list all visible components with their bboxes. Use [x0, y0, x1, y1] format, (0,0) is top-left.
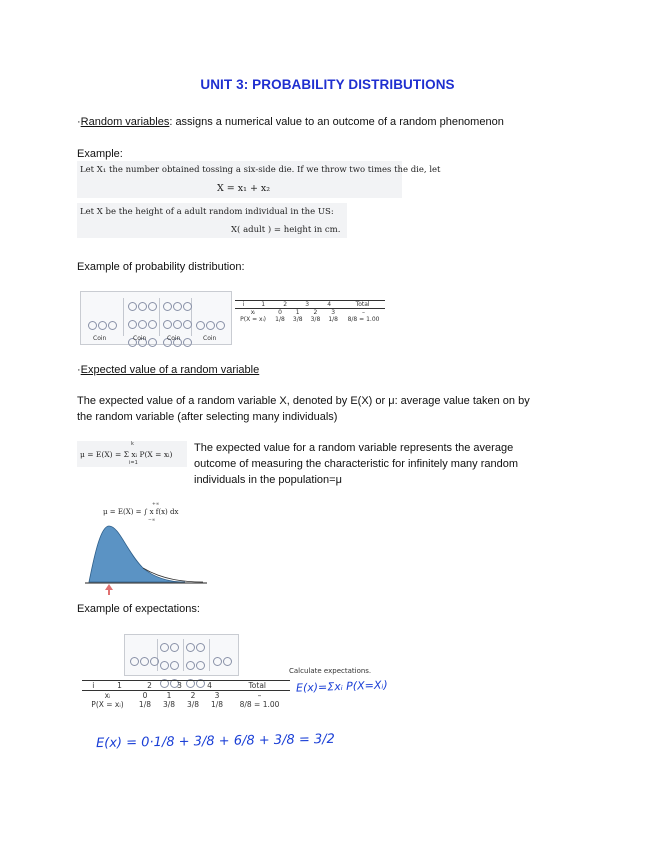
table-row	[235, 309, 385, 316]
calc-label: Calculate expectations.	[289, 667, 372, 675]
table-cell: 0	[278, 309, 282, 316]
expected-explain-2: outcome of measuring the characteristic for infinitely many random	[194, 458, 519, 470]
prob-dist-table	[235, 300, 385, 323]
expectations-table	[82, 680, 290, 709]
table-cell: 1	[117, 681, 122, 690]
table-cell: 2	[190, 691, 196, 700]
integral-lower-limit: −∞	[148, 518, 156, 523]
dice-example-text: Let X₁ the number obtained tossing a six-side die. If we throw two times the die, let	[80, 165, 441, 175]
integral-formula: μ = E(X) = ∫ x f(x) dx	[103, 508, 179, 516]
random-variables-heading: Random variables	[80, 116, 170, 128]
bullet: ·	[77, 116, 81, 128]
coin-toss-image-2	[124, 634, 239, 676]
table-cell: 8/8 = 1.00	[239, 700, 280, 709]
coin-toss-image	[80, 291, 232, 345]
table-cell: Total	[355, 301, 370, 308]
expected-value-heading: Expected value of a random variable	[80, 364, 260, 376]
table-cell: i	[92, 681, 95, 690]
handwritten-formula: E(x)=Σxᵢ P(X=Xᵢ)	[295, 678, 388, 695]
expectations-label: Example of expectations:	[77, 603, 200, 615]
panel-label-3: Coin	[203, 335, 217, 342]
table-cell: 1	[261, 301, 266, 308]
sum-lower-limit: i=1	[129, 460, 138, 466]
density-curve-area	[89, 526, 185, 582]
random-variables-line	[77, 114, 504, 130]
page-title: UNIT 3: PROBABILITY DISTRIBUTIONS	[200, 77, 455, 92]
table-cell: 1	[166, 691, 172, 700]
bullet: ·	[77, 364, 81, 376]
table-cell: 3	[305, 301, 310, 308]
density-curve-figure	[85, 522, 210, 597]
table-cell: 1	[295, 309, 300, 316]
table-cell: 4	[207, 681, 212, 690]
table-cell: 1/8	[275, 316, 285, 323]
integral-upper-limit: +∞	[152, 502, 160, 507]
coin-outcome-group-3	[212, 653, 232, 671]
table-cell: xᵢ	[250, 309, 256, 316]
table-header-row	[235, 301, 385, 308]
expected-desc-1: The expected value of a random variable X, denoted by E(X) or μ: average value taken on by	[77, 395, 530, 407]
coin-outcome-group-1	[127, 298, 157, 352]
table-cell: –	[257, 691, 262, 700]
handwritten-calculation: E(x) = 0·1/8 + 3/8 + 6/8 + 3/8 = 3/2	[95, 731, 335, 752]
table-cell: 1/8	[138, 700, 151, 709]
expected-formula: μ = E(X) = Σ xᵢ P(X = xᵢ)	[80, 450, 173, 459]
coin-outcome-group-3	[195, 317, 225, 335]
expected-formula-box	[77, 441, 187, 467]
coin-outcome-group-0	[87, 317, 117, 335]
table-row	[235, 316, 385, 323]
table-cell: –	[362, 309, 366, 316]
prob-dist-label: Example of probability distribution:	[77, 261, 245, 273]
height-example-text: Let X be the height of a adult random individual in the US:	[80, 207, 334, 217]
panel-label-1: Coin	[133, 335, 147, 342]
table-cell: P(X = xᵢ)	[240, 316, 266, 323]
table-cell: 3	[331, 309, 336, 316]
dice-formula: X = x₁ + x₂	[217, 183, 271, 194]
table-cell: 2	[147, 681, 152, 690]
expected-desc-2: the random variable (after selecting many individuals)	[77, 411, 338, 423]
expected-explain-3: individuals in the population=μ	[194, 474, 342, 486]
table-cell: 3/8	[186, 700, 200, 709]
random-variables-definition: : assigns a numerical value to an outcome of a random phenomenon	[169, 116, 504, 128]
table-cell: 3/8	[292, 316, 303, 323]
example-label: Example:	[77, 148, 123, 160]
table-cell: 8/8 = 1.00	[347, 316, 380, 323]
example-box-height	[77, 203, 347, 238]
mean-arrow-icon	[105, 584, 113, 595]
coin-outcome-group-2	[162, 298, 192, 352]
table-cell: 3	[177, 681, 182, 690]
table-cell: xᵢ	[104, 691, 111, 700]
table-cell: i	[242, 301, 245, 308]
table-cell: Total	[248, 681, 267, 690]
table-header-row	[82, 681, 290, 690]
table-cell: 2	[283, 301, 288, 308]
height-formula: X( adult ) = height in cm.	[231, 225, 341, 235]
table-cell: 1/8	[210, 700, 224, 709]
example-box-dice	[77, 161, 441, 198]
table-cell: P(X = xᵢ)	[91, 700, 124, 709]
table-cell: 0	[142, 691, 148, 700]
table-cell: 3	[214, 691, 220, 700]
table-cell: 3/8	[162, 700, 176, 709]
expected-explain-1: The expected value for a random variable represents the average	[194, 442, 514, 454]
table-cell: 2	[313, 309, 318, 316]
table-cell: 1/8	[328, 316, 338, 323]
table-cell: 3/8	[310, 316, 321, 323]
table-cell: 4	[327, 301, 332, 308]
sum-upper-limit: k	[131, 441, 134, 447]
coin-outcome-group-0	[129, 653, 159, 671]
table-row	[82, 700, 290, 709]
panel-label-0: Coin	[93, 335, 107, 342]
table-row	[82, 691, 290, 700]
panel-label-2: Coin	[167, 335, 181, 342]
expected-value-line	[77, 362, 259, 378]
